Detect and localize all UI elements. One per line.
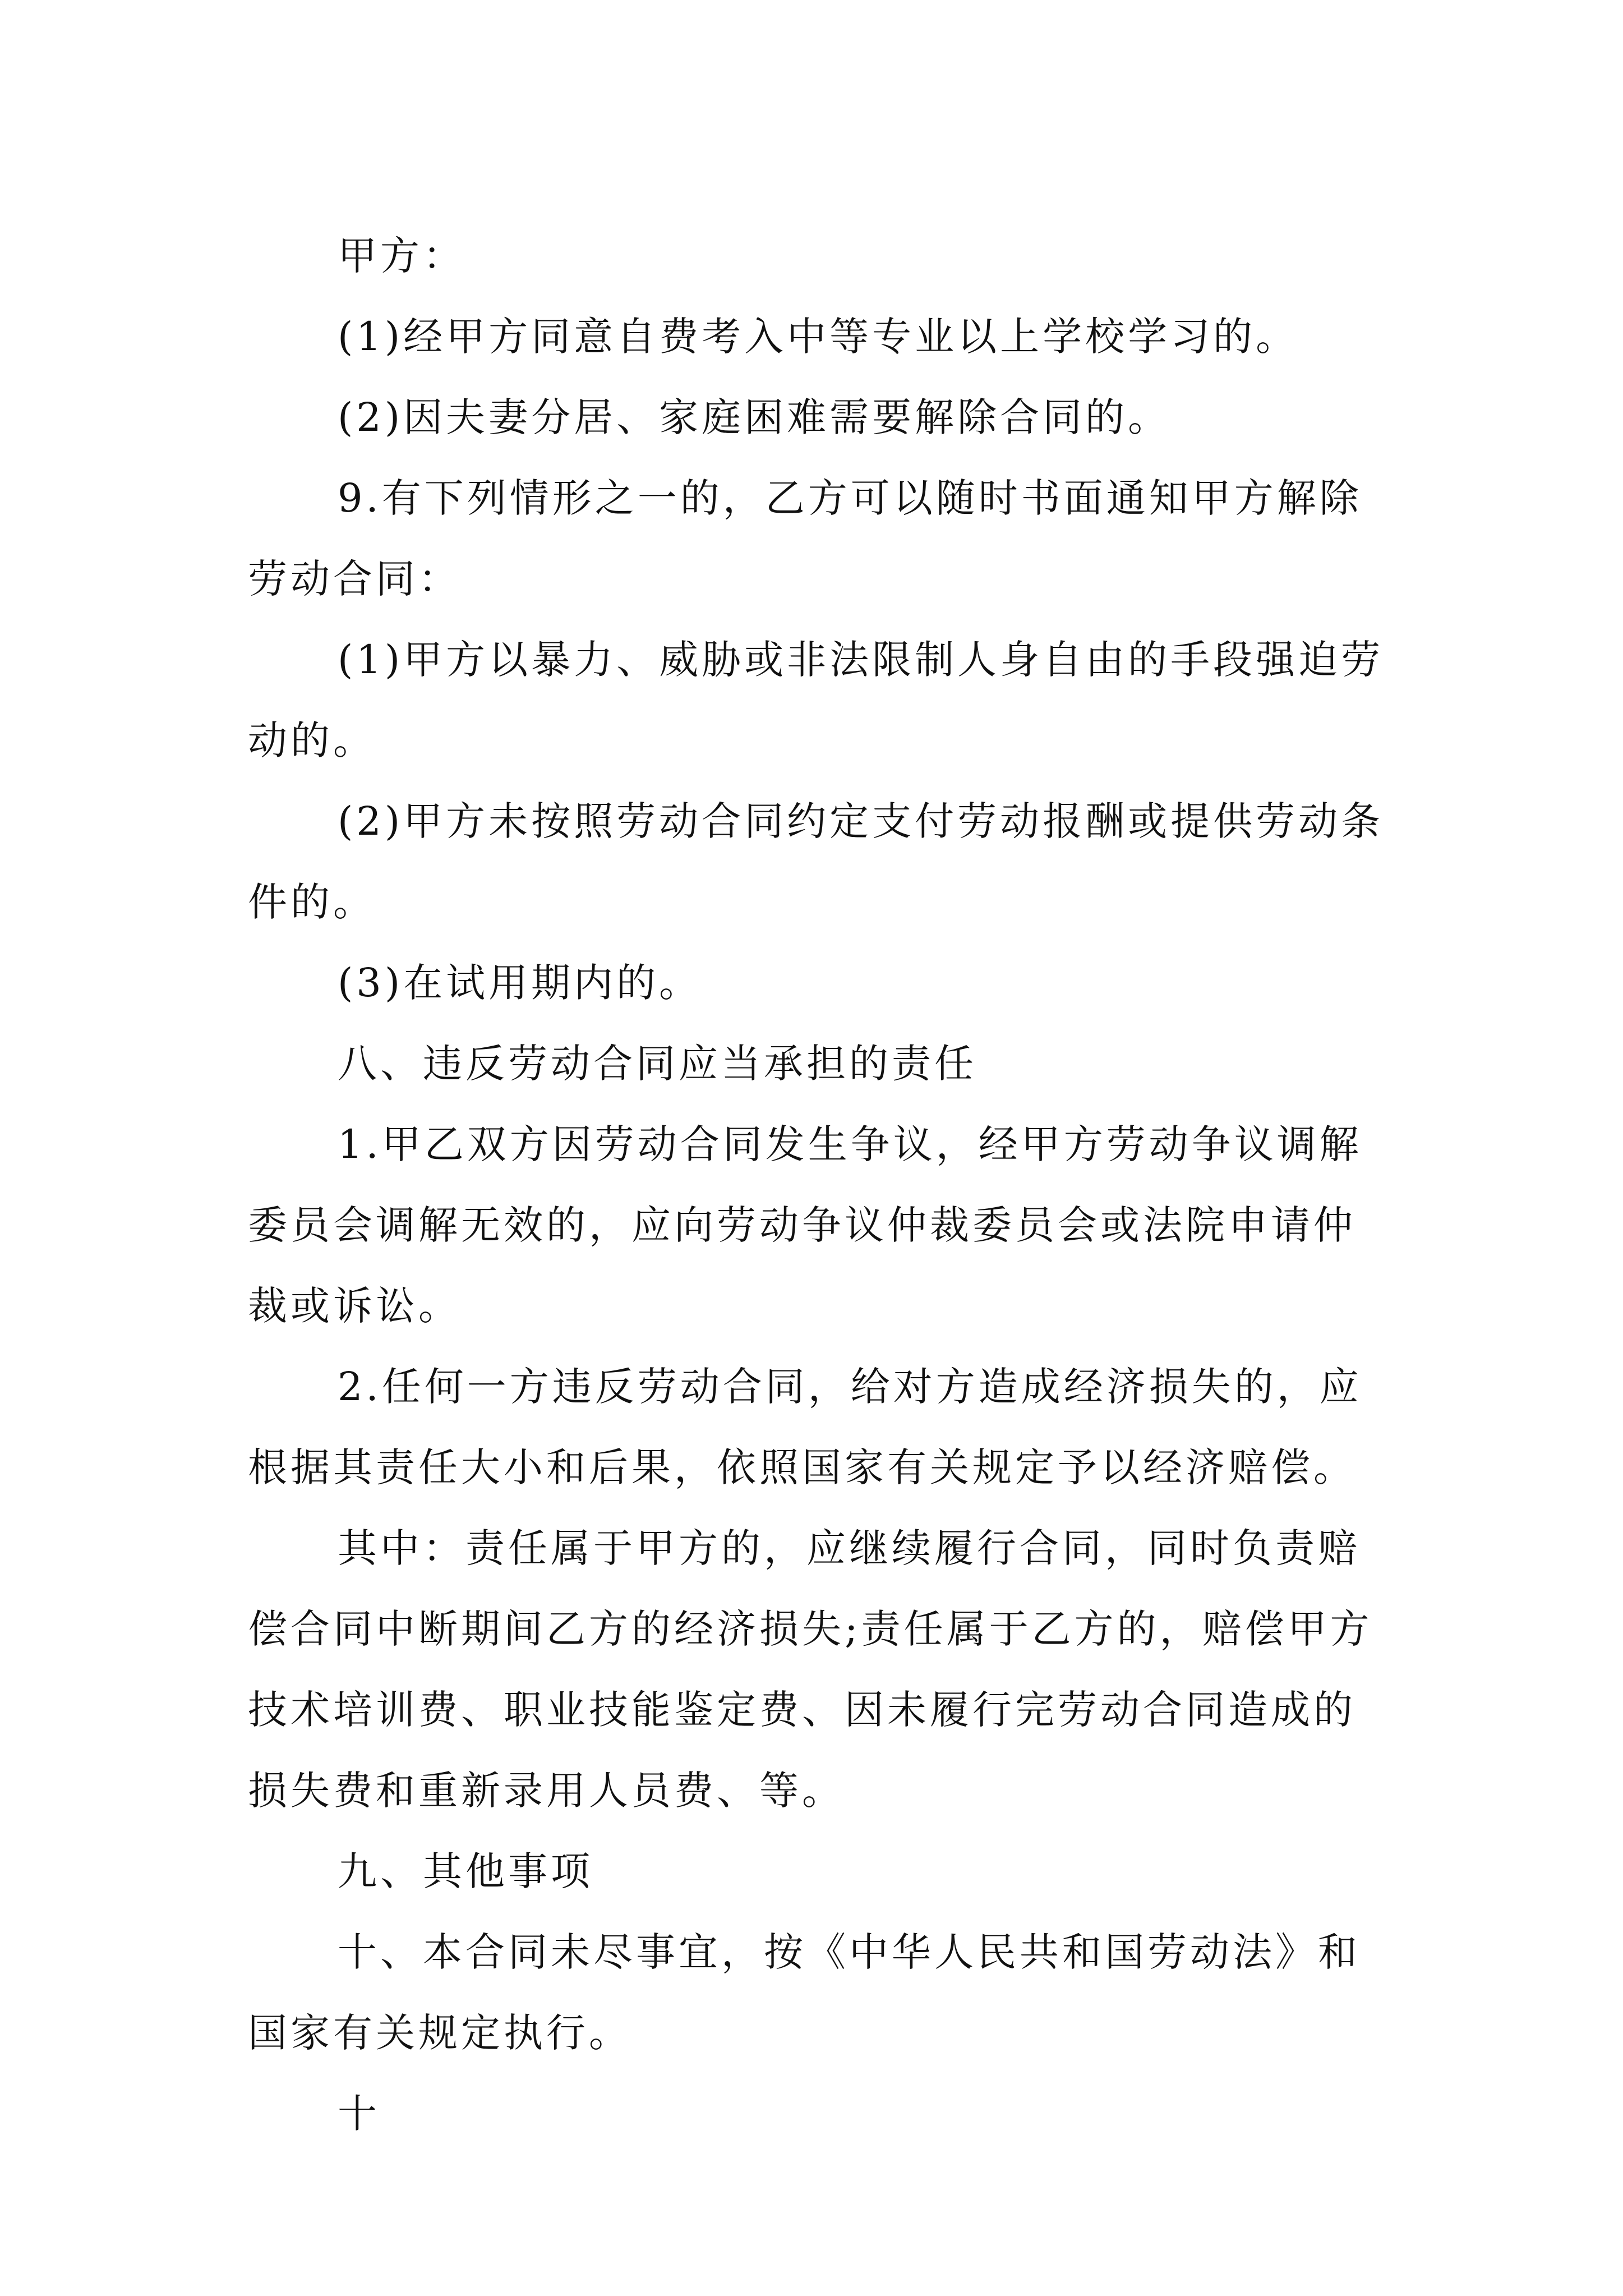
paragraph-clause-9: 9.有下列情形之一的，乙方可以随时书面通知甲方解除劳动合同： [248, 475, 1362, 602]
section-heading-8: 八、违反劳动合同应当承担的责任 [338, 1041, 977, 1087]
paragraph-liability-1: 1.甲乙双方因劳动合同发生争议，经甲方劳动争议调解委员会调解无效的，应向劳动争议仲裁委员会或法院申请仲裁或诉讼。 [248, 1121, 1362, 1329]
paragraph-item-2-family: (2)因夫妻分居、家庭困难需要解除合同的。 [338, 394, 1171, 440]
section-heading-11-partial: 十 [338, 2091, 380, 2137]
paragraph-liability-2: 2.任何一方违反劳动合同，给对方造成经济损失的，应根据其责任大小和后果，依照国家有关规定予以经济赔偿。 [248, 1364, 1362, 1490]
paragraph-clause-9-item-2: (2)甲方未按照劳动合同约定支付劳动报酬或提供劳动条件的。 [248, 798, 1384, 925]
section-heading-10: 十、本合同未尽事宜，按《中华人民共和国劳动法》和国家有关规定执行。 [248, 1929, 1361, 2056]
section-heading-9: 九、其他事项 [338, 1848, 593, 1894]
paragraph-clause-9-item-3: (3)在试用期内的。 [338, 960, 702, 1006]
paragraph-party-a: 甲方： [338, 233, 465, 279]
paragraph-item-1-study: (1)经甲方同意自费考入中等专业以上学校学习的。 [338, 314, 1299, 360]
paragraph-liability-detail: 其中：责任属于甲方的，应继续履行合同，同时负责赔偿合同中断期间乙方的经济损失;责任属于乙方的，赔偿甲方技术培训费、职业技能鉴定费、因未履行完劳动合同造成的损失费和重新录用人员费、等。 [248, 1525, 1373, 1814]
paragraph-clause-9-item-1: (1)甲方以暴力、威胁或非法限制人身自由的手段强迫劳动的。 [248, 637, 1384, 763]
document-body [248, 215, 1389, 2154]
